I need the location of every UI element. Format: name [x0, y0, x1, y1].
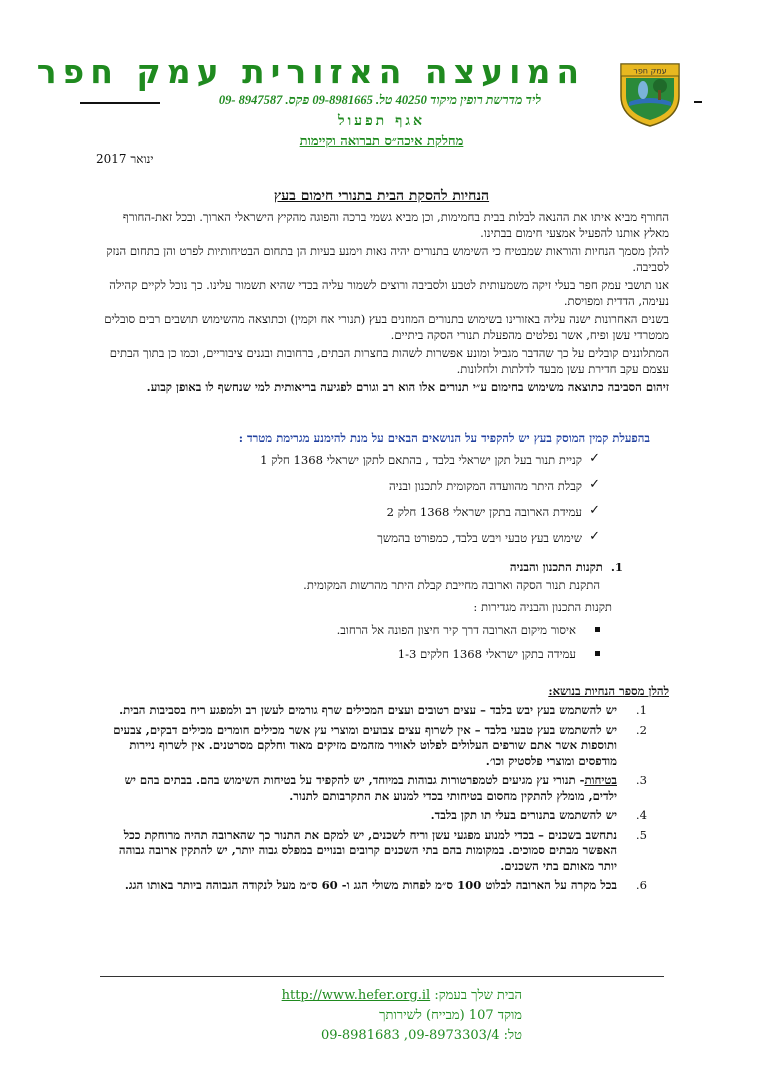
- footer-hotline: מוקד 107 (מבייח) לשירותך: [379, 1008, 522, 1023]
- list-item: [150, 504, 600, 530]
- tips-heading: להלן מספר הנחיות בנושא:: [548, 684, 669, 698]
- list-item: [150, 530, 600, 556]
- item-number: 2.: [635, 722, 647, 737]
- list-item: [100, 773, 669, 804]
- intro-paragraph: בשנים האחרונות ישנה עליה באזורינו בשימוש בתנורים המוזנים בעץ (תנורי אח וקמין) וכתוצאה מהשימוש תושבים רבים סובלים ממטרדי עשן ופיח, אשר נפלטים מהפעלת תנורי הסקה ביתיים.: [104, 312, 669, 342]
- regulations-list: [200, 622, 600, 670]
- checkmark-icon: ✓: [589, 451, 600, 466]
- footer-line: [250, 986, 522, 1006]
- list-item: [100, 808, 669, 824]
- section-paragraph: תקנות התכנון והבניה מגדירות :: [473, 600, 612, 614]
- list-item: [100, 828, 669, 875]
- item-number: 3.: [635, 773, 647, 787]
- requirement-text: עמידת הארובה בתקן ישראלי 1368 חלק 2: [386, 505, 582, 519]
- requirement-text: קניית תנור בעל תקן ישראלי בלבד , בהתאם לתקן ישראלי 1368 חלק 1: [260, 453, 582, 467]
- council-title: המועצה האזורית עמק חפר: [36, 52, 585, 91]
- checkmark-icon: ✓: [589, 477, 600, 492]
- header-dash: [694, 101, 702, 103]
- intro-paragraph: אנו תושבי עמק חפר בעלי זיקה משמעותית לטבע ולסביבה ורוצים לשמור עליה בכדי שהיא תשמור עלינו. כך נוכל לקיים קהילה נעימה, הדדית ומפויסת.: [109, 278, 669, 308]
- item-number: 5.: [635, 827, 647, 842]
- list-item: [200, 622, 600, 646]
- list-item: [150, 452, 600, 478]
- division-name: מחלקת איכה״ס תברואה וקיימות: [299, 134, 464, 149]
- intro-paragraph: [102, 380, 669, 396]
- footer-phone: טל: 09-8973303/4, 09-8981683: [320, 1028, 522, 1043]
- footer: [250, 986, 522, 1046]
- list-item: [200, 646, 600, 670]
- tip-text: נתחשב בשכנים – בכדי למנוע מפגעי עשן וריח לשכנים, יש למקם את התנור כך שהארובה תהיה מרוחקת ככל האפשר מבתים סמוכים. במקומות בהם בתי השכנים קרובים ובנויים במפלס גבוה יותר, יש להתקין ארובה גבוהה יותר מאותם בתי השכנים.: [118, 827, 617, 873]
- department-name: אגף תפעול: [338, 113, 425, 129]
- item-number: 4.: [635, 808, 647, 822]
- emblem-text: עמק חפר: [633, 66, 667, 76]
- bullet-icon: [595, 627, 600, 632]
- document-title: הנחיות להסקת הבית בתנורי חימום בעץ: [273, 188, 490, 204]
- section-title: תקנות התכנון והבניה: [509, 560, 603, 574]
- footer-rule: [100, 976, 664, 977]
- regulation-text: איסור מיקום הארובה דרך קיר חיצון הפונה אל הרחוב.: [336, 623, 576, 637]
- list-item: [100, 723, 669, 770]
- section-paragraph: התקנת תנור הסקה וארובה מחייבת קבלת היתר מהרשות המקומית.: [303, 578, 600, 592]
- intro-emphasis: שנחשף לו באופן קבוע.: [146, 380, 251, 394]
- list-item: [100, 703, 669, 719]
- intro-paragraph: להלן מסמך הנחיות והוראות שמבטיח כי השימוש בתנורים יהיה נאות וימנע בעיות הן בתחום הבטיחותיות לפרט והן בתחום הנזק לסביבה.: [106, 244, 669, 274]
- footer-label: הבית שלך בעמק:: [434, 988, 522, 1003]
- requirements-heading: בהפעלת קמין המוסק בעץ יש להקפיד על הנושאים הבאים על מנת להימנע מגרימת מטרד :: [238, 431, 650, 445]
- tip-text: יש להשתמש בעץ יבש בלבד – עצים רטובים ועצים המכילים שרף גורמים לעשן רב ולמפגע ריח בסביבות הבית.: [119, 703, 617, 717]
- regulation-text: עמידה בתקן ישראלי 1368 חלקים 1-3: [397, 647, 576, 661]
- item-number: 6.: [635, 878, 647, 892]
- tips-list: [100, 703, 669, 898]
- bullet-icon: [595, 651, 600, 656]
- section-heading: [120, 560, 623, 574]
- item-number: 1.: [635, 703, 647, 717]
- list-item: [150, 478, 600, 504]
- list-item: [100, 878, 669, 894]
- checkmark-icon: ✓: [589, 503, 600, 518]
- checkmark-icon: ✓: [589, 529, 600, 544]
- tip-text: - תנורי עץ מגיעים לטמפרטורות גבוהות במיוחד, יש להקפיד על בטיחות השימוש בהם. בבתים בהם יש ילדים, מומלץ להתקין מחסום בטיחותי בכדי למנוע את התקרבותם לתנור.: [124, 773, 617, 803]
- website-link[interactable]: http://www.hefer.org.il: [281, 988, 431, 1003]
- requirements-list: [150, 452, 600, 556]
- intro-paragraph: המתלוננים קובלים על כך שהדבר מגביל ומונע אפשרות לשהות בחצרות הבתים, ברחובות ובגנים ציבוריים, וכמו כן בתוך הבתים עצמם עקב חדירת עשן מבעד לדלתות ולחלונות.: [109, 346, 669, 376]
- section-number: 1.: [610, 560, 623, 574]
- document-date: ינואר 2017: [96, 152, 154, 166]
- tip-text: יש להשתמש בתנורים בעלי תו תקן בלבד.: [430, 808, 617, 822]
- requirement-text: קבלת היתר מהוועדה המקומית לתכנון ובניה: [388, 479, 582, 493]
- intro-text: זיהום הסביבה כתוצאה משימוש בחימום ע״י תנורים אלו הוא רב וגורם לפגיעה בריאותית למי: [250, 380, 669, 394]
- tip-text: יש להשתמש בעץ טבעי בלבד – אין לשרוף עצים צבועים ומוצרי עץ אשר מכילים חומרים מכילים דבקים, צבעים ותוספות אשר אתם שורפים העלולים לפלוט לאוויר מזהמים מזיקים מאוד וחלקם מסרטנים. אין לשרוף ניירות מודפסים ומוצרי פלסטיק וכו׳.: [113, 722, 617, 768]
- intro-paragraph: החורף מביא איתו את ההנאה לבלות בבית בחמימות, וכן מביא גשמי ברכה והפוגה מהקיץ הישראלי הארוך. ובכל זאת-החורף מאלץ אותנו להפעיל אמצעי חימום בבתינו.: [122, 210, 669, 240]
- header-rule: [80, 102, 160, 104]
- intro-section: [102, 210, 669, 399]
- council-address: ליד מדרשת רופין מיקוד 40250 טל. 09-8981665 פקס. 8947587 -09: [218, 93, 542, 107]
- tip-text: בכל מקרה על הארובה לבלוט 100 ס״מ לפחות משולי הגג ו- 60 ס״מ מעל לנקודה הגבוהה ביותר באותו הגג.: [124, 878, 617, 892]
- tip-keyword: בטיחות: [584, 773, 617, 787]
- requirement-text: שימוש בעץ טבעי ויבש בלבד, כמפורט בהמשך: [377, 531, 582, 545]
